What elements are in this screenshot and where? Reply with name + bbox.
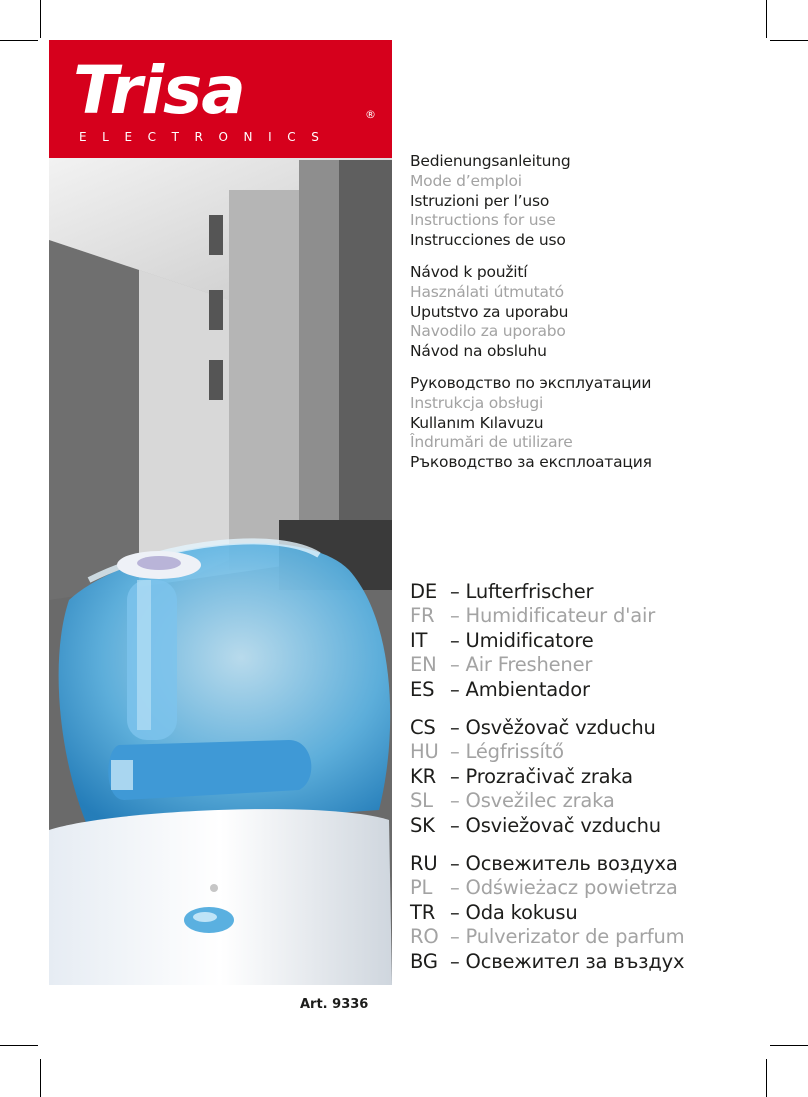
crop-mark (40, 0, 41, 38)
language-code: IT (410, 628, 428, 652)
language-code: RU (410, 852, 438, 876)
brand-logo: Trisa (73, 52, 245, 129)
product-name-row (410, 604, 805, 628)
instructions-title: Uputstvo za uporabu (410, 302, 569, 321)
language-code: EN (410, 653, 437, 677)
language-code: SK (410, 813, 435, 837)
instructions-title: Instructions for use (410, 211, 556, 230)
crop-mark (40, 1059, 41, 1097)
language-code: BG (410, 949, 438, 973)
product-name-list (410, 580, 805, 988)
language-code: HU (410, 740, 439, 764)
instructions-group (410, 263, 800, 362)
crop-mark (770, 40, 808, 41)
product-group (410, 580, 805, 702)
crop-mark (0, 40, 38, 41)
crop-mark (770, 1045, 808, 1046)
product-group (410, 716, 805, 838)
instructions-title: Mode d’emploi (410, 171, 522, 190)
product-name-row (410, 580, 805, 604)
instructions-group (410, 152, 800, 251)
crop-mark (0, 1045, 38, 1046)
crop-mark (766, 1059, 767, 1097)
product-name-row (410, 950, 805, 974)
product-name: – Освежитель воздуха (450, 852, 678, 876)
product-name: – Ambientador (450, 677, 590, 701)
language-code: DE (410, 580, 437, 603)
product-name: – Lufterfrischer (450, 580, 594, 603)
instructions-title: Kullanım Kılavuzu (410, 413, 544, 432)
product-name-row (410, 925, 805, 949)
product-name-row (410, 876, 805, 900)
crop-mark (766, 0, 767, 38)
instructions-title: Îndrumări de utilizare (410, 433, 573, 452)
product-name-row (410, 852, 805, 876)
product-name: – Légfrissítő (450, 740, 564, 764)
language-code: RO (410, 925, 439, 949)
instructions-title: Instrucciones de uso (410, 231, 566, 250)
registered-mark: ® (365, 108, 376, 121)
product-name: – Освежител за въздух (450, 949, 685, 973)
instructions-title: Návod na obsluhu (410, 342, 547, 361)
instructions-title: Navodilo za uporabo (410, 322, 566, 341)
product-name-row (410, 901, 805, 925)
brand-tagline: ELECTRONICS (79, 130, 335, 144)
product-name-row (410, 653, 805, 677)
product-name-row (410, 814, 805, 838)
article-number: Art. 9336 (300, 997, 369, 1012)
product-name: – Pulverizator de parfum (450, 925, 685, 949)
language-code: PL (410, 876, 433, 900)
instructions-group (410, 374, 800, 473)
product-name-row (410, 789, 805, 813)
product-name-row (410, 765, 805, 789)
language-code: SL (410, 789, 433, 813)
language-code: FR (410, 604, 435, 628)
product-group (410, 852, 805, 974)
product-name: – Prozračivač zraka (450, 764, 633, 788)
product-name-row (410, 740, 805, 764)
brand-band (49, 40, 392, 158)
language-code: TR (410, 900, 436, 924)
language-code: ES (410, 677, 435, 701)
product-name-row (410, 629, 805, 653)
product-name-row (410, 678, 805, 702)
product-name: – Osviežovač vzduchu (450, 813, 661, 837)
instructions-title: Instrukcja obsługi (410, 393, 544, 412)
language-code: CS (410, 716, 436, 740)
product-name-row (410, 716, 805, 740)
instructions-title: Ръководство за експлоатация (410, 453, 652, 472)
product-name: – Odświeżacz powietrza (450, 876, 678, 900)
product-name: – Osvežilec zraka (450, 789, 615, 813)
product-name: – Air Freshener (450, 653, 593, 677)
language-code: KR (410, 764, 436, 788)
instructions-title: Руководство по эксплуатации (410, 373, 652, 392)
instructions-title: Návod k použití (410, 262, 528, 281)
product-name: – Osvěžovač vzduchu (450, 716, 656, 740)
product-name: – Humidificateur d'air (450, 604, 656, 628)
product-photo (49, 40, 392, 985)
product-illustration (49, 40, 392, 985)
instructions-title: Bedienungsanleitung (410, 152, 571, 170)
product-name: – Umidificatore (450, 628, 594, 652)
instructions-list (410, 152, 800, 485)
instructions-title: Istruzioni per l’uso (410, 191, 550, 210)
product-name: – Oda kokusu (450, 900, 578, 924)
instructions-title: Használati útmutató (410, 282, 564, 301)
